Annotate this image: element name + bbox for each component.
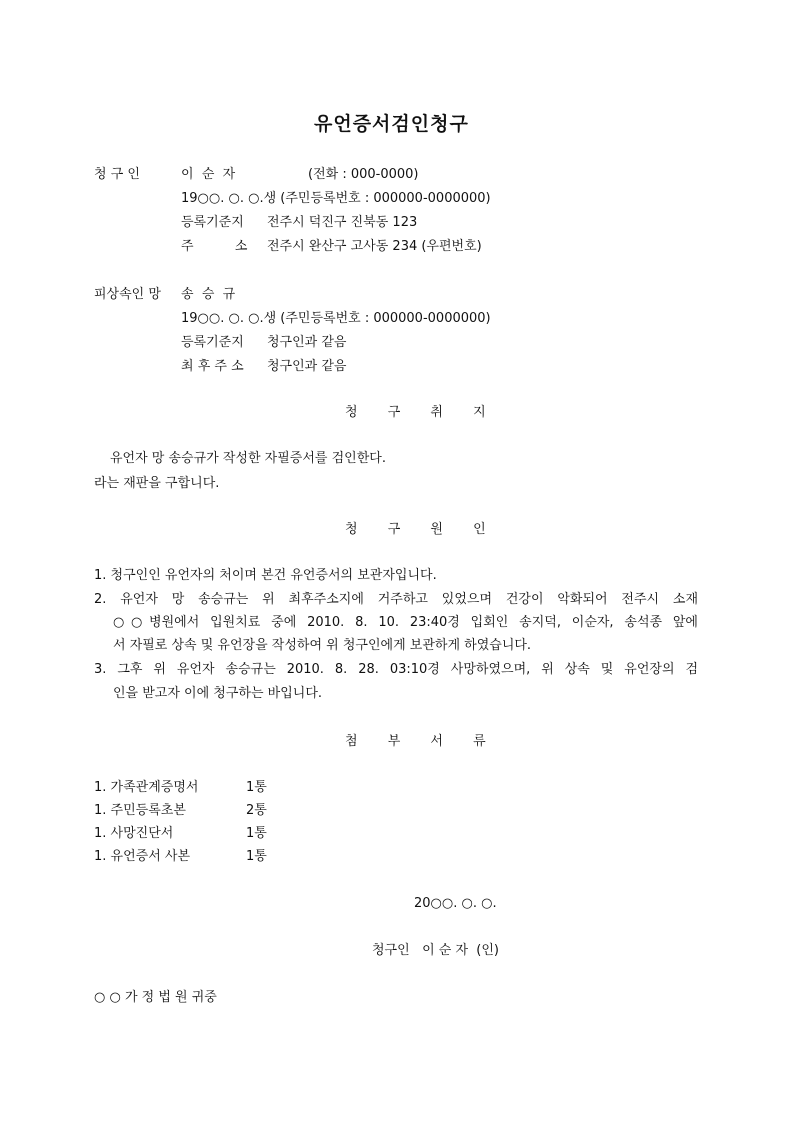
- claimant-phone: (전화 : 000-0000): [308, 167, 419, 182]
- claimant-addr-label: 주 소: [181, 239, 248, 254]
- cause-item-1: 1. 청구인인 유언자의 처이며 본건 유언증서의 보관자입니다.: [94, 568, 437, 583]
- attachment-item-count: 1통: [246, 849, 267, 864]
- deceased-birth: 19○○. ○. ○.생 (주민등록번호 : 000000-0000000): [181, 311, 491, 326]
- attachment-item-name: 1. 가족관계증명서: [94, 780, 199, 795]
- document-title: 유언증서검인청구: [314, 113, 469, 135]
- attachment-item-name: 1. 유언증서 사본: [94, 849, 191, 864]
- attachment-item-count: 1통: [246, 780, 267, 795]
- document-date: 20○○. ○. ○.: [414, 896, 497, 911]
- attachment-item-name: 1. 주민등록초본: [94, 803, 186, 818]
- claimant-signature: 청구인 이 순 자 (인): [372, 943, 499, 958]
- claimant-reg-label: 등록기준지: [181, 215, 244, 230]
- claimant-addr-value: 전주시 완산구 고사동 234 (우편번호): [267, 239, 482, 254]
- purpose-heading: 청 구 취 지: [345, 405, 499, 420]
- cause-item-3-line-2: 인을 받고자 이에 청구하는 바입니다.: [113, 686, 323, 701]
- cause-item-3-line-1: 3. 그후 위 유언자 송승규는 2010. 8. 28. 03:10경 사망하였으며, 위 상속 및 유언장의 검: [94, 662, 698, 677]
- deceased-reg-value: 청구인과 같음: [267, 335, 347, 350]
- claimant-reg-value: 전주시 덕진구 진북동 123: [267, 215, 418, 230]
- deceased-label: 피상속인 망: [94, 287, 161, 302]
- purpose-line-1: 유언자 망 송승규가 작성한 자필증서를 검인한다.: [110, 451, 386, 466]
- claimant-birth: 19○○. ○. ○.생 (주민등록번호 : 000000-0000000): [181, 191, 491, 206]
- deceased-addr-label: 최 후 주 소: [181, 359, 244, 374]
- purpose-line-2: 라는 재판을 구합니다.: [94, 476, 220, 491]
- attachment-item-count: 2통: [246, 803, 267, 818]
- attachment-item-name: 1. 사망진단서: [94, 826, 174, 841]
- deceased-name: 송 승 규: [181, 287, 236, 302]
- cause-item-2-line-3: 서 자필로 상속 및 유언장을 작성하여 위 청구인에게 보관하게 하였습니다.: [113, 638, 532, 653]
- attachments-heading: 첨 부 서 류: [345, 734, 499, 749]
- cause-item-2-line-2: ○○병원에서 입원치료 중에 2010. 8. 10. 23:40경 입회인 송지덕, 이순자, 송석종 앞에: [113, 615, 698, 630]
- court-addressee: ○ ○ 가 정 법 원 귀중: [94, 990, 217, 1005]
- cause-heading: 청 구 원 인: [345, 522, 499, 537]
- deceased-addr-value: 청구인과 같음: [267, 359, 347, 374]
- cause-item-2-line-1: 2. 유언자 망 송승규는 위 최후주소지에 거주하고 있었으며 건강이 악화되어 전주시 소재: [94, 592, 698, 607]
- deceased-reg-label: 등록기준지: [181, 335, 244, 350]
- claimant-name: 이 순 자: [181, 167, 236, 182]
- attachment-item-count: 1통: [246, 826, 267, 841]
- claimant-label: 청 구 인: [94, 167, 140, 182]
